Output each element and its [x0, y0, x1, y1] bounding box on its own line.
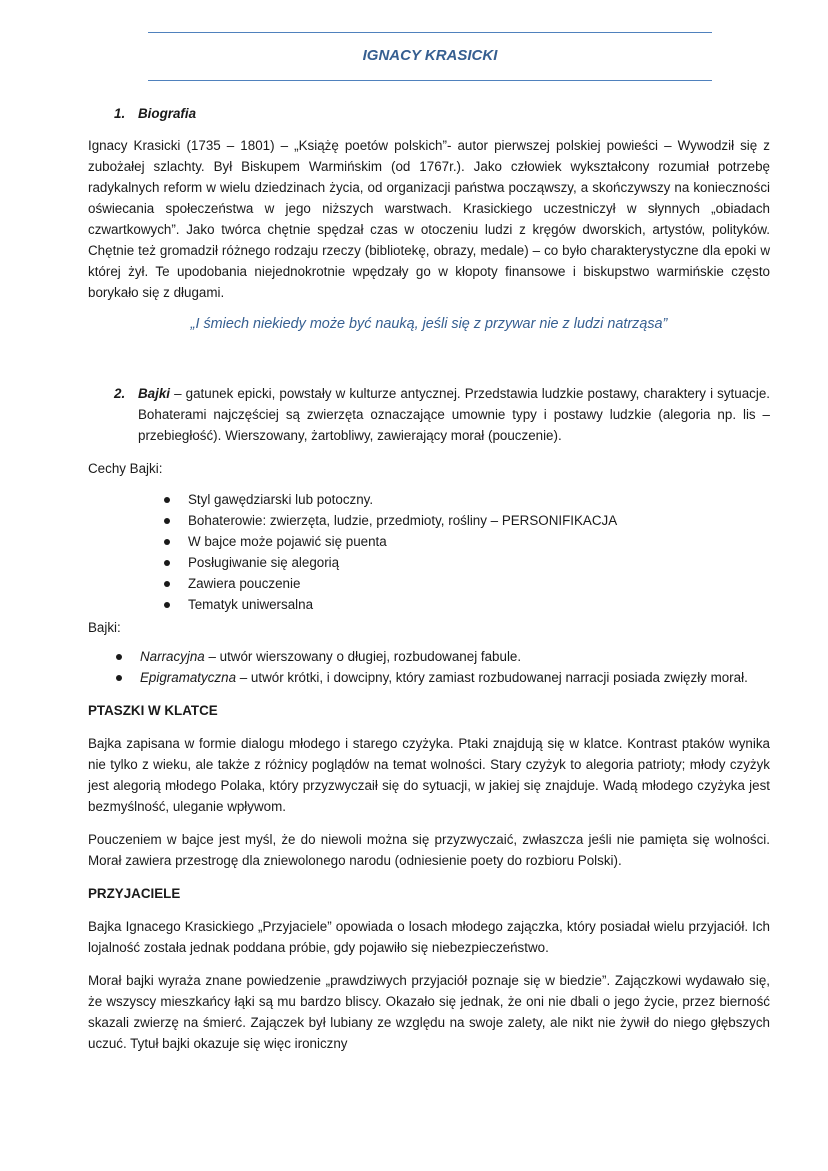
list-item: Styl gawędziarski lub potoczny.: [162, 489, 770, 510]
przyjaciele-paragraph-1: Bajka Ignacego Krasickiego „Przyjaciele” opowiada o losach młodego zajączka, który posiadał wielu przyjaciół. Ich lojalność została jednak poddana próbie, gdy pojawiło się niebezpieczeństwo.: [88, 919, 770, 955]
document-title: IGNACY KRASICKI: [362, 47, 498, 64]
list-item: Bohaterowie: zwierzęta, ludzie, przedmioty, rośliny – PERSONIFIKACJA: [162, 510, 770, 531]
przyjaciele-paragraph-2: Morał bajki wyraża znane powiedzenie „prawdziwych przyjaciół poznaje się w biedzie”. Zajączkowi wydawało się, że wszyscy mieszkańcy łąki są mu bardzo bliscy. Okazało się jednak, że oni nie dbali o jego życie, przez bierność skazali zwierzę na śmierć. Zajączek był lubiany ze względu na swoje zalety, ale nikt nie żywił do niego głębszych uczuć. Tytuł bajki okazuje się więc ironiczny: [88, 973, 770, 1051]
kind-name: Narracyjna: [140, 649, 205, 664]
section-number: 2.: [114, 386, 126, 401]
section-title: Biografia: [138, 106, 197, 121]
list-item: Zawiera pouczenie: [162, 573, 770, 594]
kinds-list: [114, 646, 770, 688]
section-heading-przyjaciele: PRZYJACIELE: [88, 886, 181, 901]
section-heading-biografia: [114, 106, 770, 121]
document-body: [88, 106, 770, 1054]
kind-desc: – utwór krótki, i dowcipny, który zamiast rozbudowanej narracji posiada zwięzły morał.: [236, 670, 748, 685]
title-top-rule: [148, 32, 712, 33]
kind-name: Epigramatyczna: [140, 670, 237, 685]
biography-paragraph: Ignacy Krasicki (1735 – 1801) – „Książę poetów polskich”- autor pierwszej polskiej powieści – Wywodził się z zubożałej szlachty. Był Biskupem Warmińskim (od 1767r.). Jako człowiek wykształcony rozumiał potrzebę radykalnych reform w wielu dziedzinach życia, od organizacji państwa począwszy, a skończywszy na konieczności oświecania społeczeństwa w jego niższych warstwach. Krasickiego uczestniczył w słynnych „obiadach czwartkowych”. Jako twórca chętnie spędzał czas w otoczeniu ludzi z kręgów dworskich, artystów, polityków. Chętnie też gromadził różnego rodzaju rzeczy (bibliotekę, obrazy, medale) – co było charakterystyczne dla epoki w której żył. Te upodobania niejednokrotnie wpędzały go w kłopoty finansowe i biskupstwo warmińskie często borykało się z długami.: [88, 138, 770, 300]
section-number: 1.: [114, 106, 126, 121]
traits-list: [162, 489, 770, 615]
traits-label: Cechy Bajki:: [88, 461, 163, 476]
title-bottom-rule: [148, 80, 712, 81]
kinds-label: Bajki:: [88, 620, 121, 635]
list-item: [114, 667, 770, 688]
section-bajki-definition: [114, 383, 770, 446]
list-item: Tematyk uniwersalna: [162, 594, 770, 615]
krasicki-quote: „I śmiech niekiedy może być nauką, jeśli się z przywar nie z ludzi natrząsa”: [190, 316, 668, 332]
bajki-term: Bajki: [138, 386, 171, 401]
ptaszki-paragraph-2: Pouczeniem w bajce jest myśl, że do niewoli można się przyzwyczaić, zwłaszcza jeśli nie pamięta się wolności. Morał zawiera przestrogę dla zniewolonego narodu (odniesienie poety do rozbioru Polski).: [88, 832, 770, 868]
list-item: [114, 646, 770, 667]
list-item: Posługiwanie się alegorią: [162, 552, 770, 573]
kind-desc: – utwór wierszowany o długiej, rozbudowanej fabule.: [204, 649, 522, 664]
list-item: W bajce może pojawić się puenta: [162, 531, 770, 552]
ptaszki-paragraph-1: Bajka zapisana w formie dialogu młodego i starego czyżyka. Ptaki znajdują się w klatce. Kontrast ptaków wynika nie tylko z wieku, ale także z różnicy poglądów na temat wolności. Stary czyżyk to alegoria patrioty; młody czyżyk jest alegorią młodego Polaka, który przyzwyczaił się do sytuacji, w jakiej się znajduje. Wadą młodego czyżyka jest bezmyślność, uleganie wpływom.: [88, 736, 770, 814]
bajki-definition: – gatunek epicki, powstały w kulturze antycznej. Przedstawia ludzkie postawy, charaktery i sytuacje. Bohaterami najczęściej są zwierzęta oznaczające umownie typy i postawy ludzkie (alegoria np. lis – przebiegłość). Wierszowany, żartobliwy, zawierający morał (pouczenie).: [138, 386, 770, 443]
bajki-definition-text: [138, 383, 770, 446]
section-heading-ptaszki: PTASZKI W KLATCE: [88, 703, 218, 718]
